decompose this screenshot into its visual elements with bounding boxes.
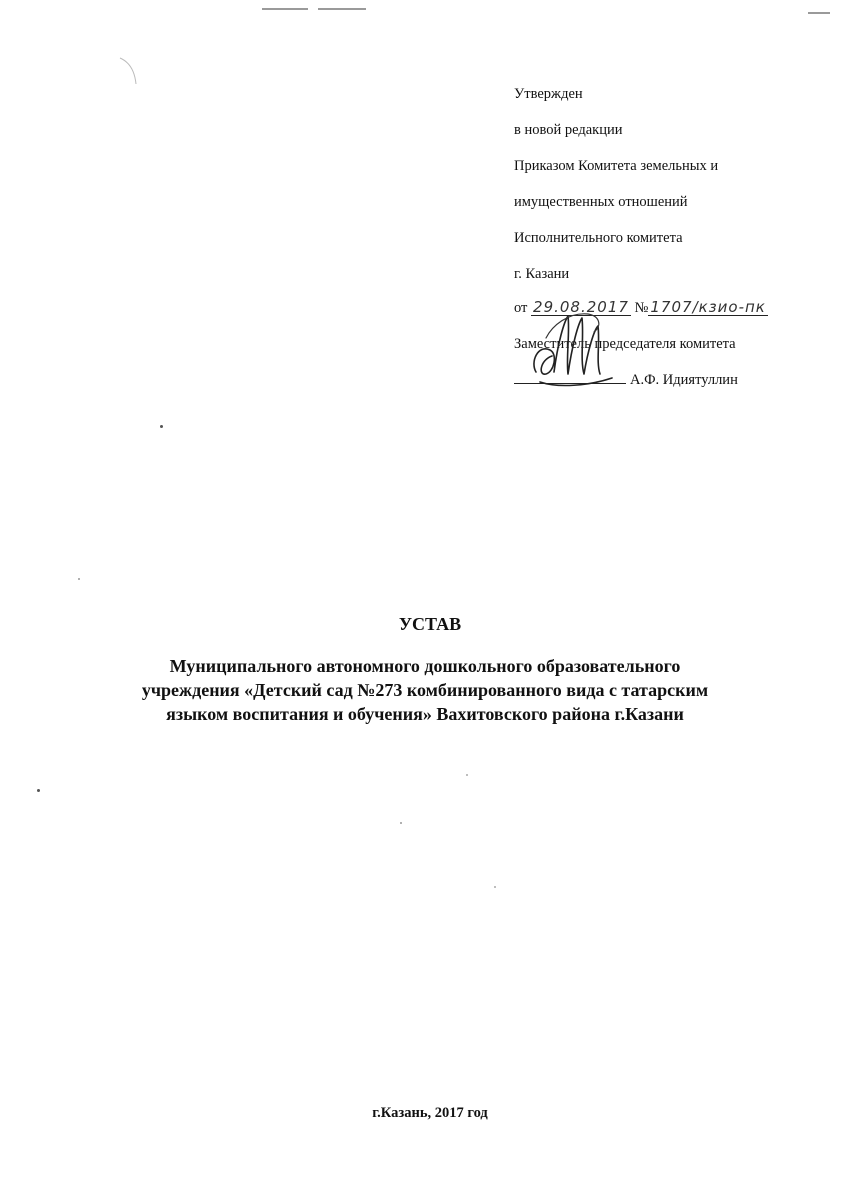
scan-speck	[494, 886, 496, 888]
scan-speck	[37, 789, 40, 792]
approval-heading: Утвержден	[514, 86, 583, 102]
scan-curve	[118, 56, 140, 86]
date-prefix: от	[514, 300, 528, 316]
organization-name	[100, 654, 750, 726]
scan-speck	[400, 822, 402, 824]
document-footer: г.Казань, 2017 год	[372, 1105, 488, 1121]
document-title: УСТАВ	[398, 614, 462, 634]
scan-speck	[160, 425, 163, 428]
organization-line-3: языком воспитания и обучения» Вахитовского района г.Казани	[166, 704, 684, 724]
organization-line-1: Муниципального автономного дошкольного образовательного	[169, 656, 681, 676]
approval-order-line-1: Приказом Комитета земельных и	[514, 158, 719, 174]
approval-order-line-3: Исполнительного комитета	[514, 230, 683, 246]
signature-image	[528, 302, 618, 398]
organization-line-2: учреждения «Детский сад №273 комбинированного вида с татарским	[141, 680, 709, 700]
signer-title: Заместитель председателя комитета	[514, 336, 736, 352]
approval-city: г. Казани	[514, 266, 570, 282]
scan-mark	[262, 8, 308, 10]
signer-name: А.Ф. Идиятуллин	[630, 372, 738, 388]
scan-mark	[318, 8, 366, 10]
scan-speck	[466, 774, 468, 776]
date-value: 29.08.2017	[533, 298, 629, 316]
order-number-value: 1707/кзио-пк	[650, 298, 766, 316]
scan-speck	[78, 578, 80, 580]
number-prefix: №	[634, 300, 649, 316]
approval-order-line-2: имущественных отношений	[514, 194, 688, 210]
approval-edition: в новой редакции	[514, 122, 623, 138]
scan-mark	[808, 12, 830, 14]
